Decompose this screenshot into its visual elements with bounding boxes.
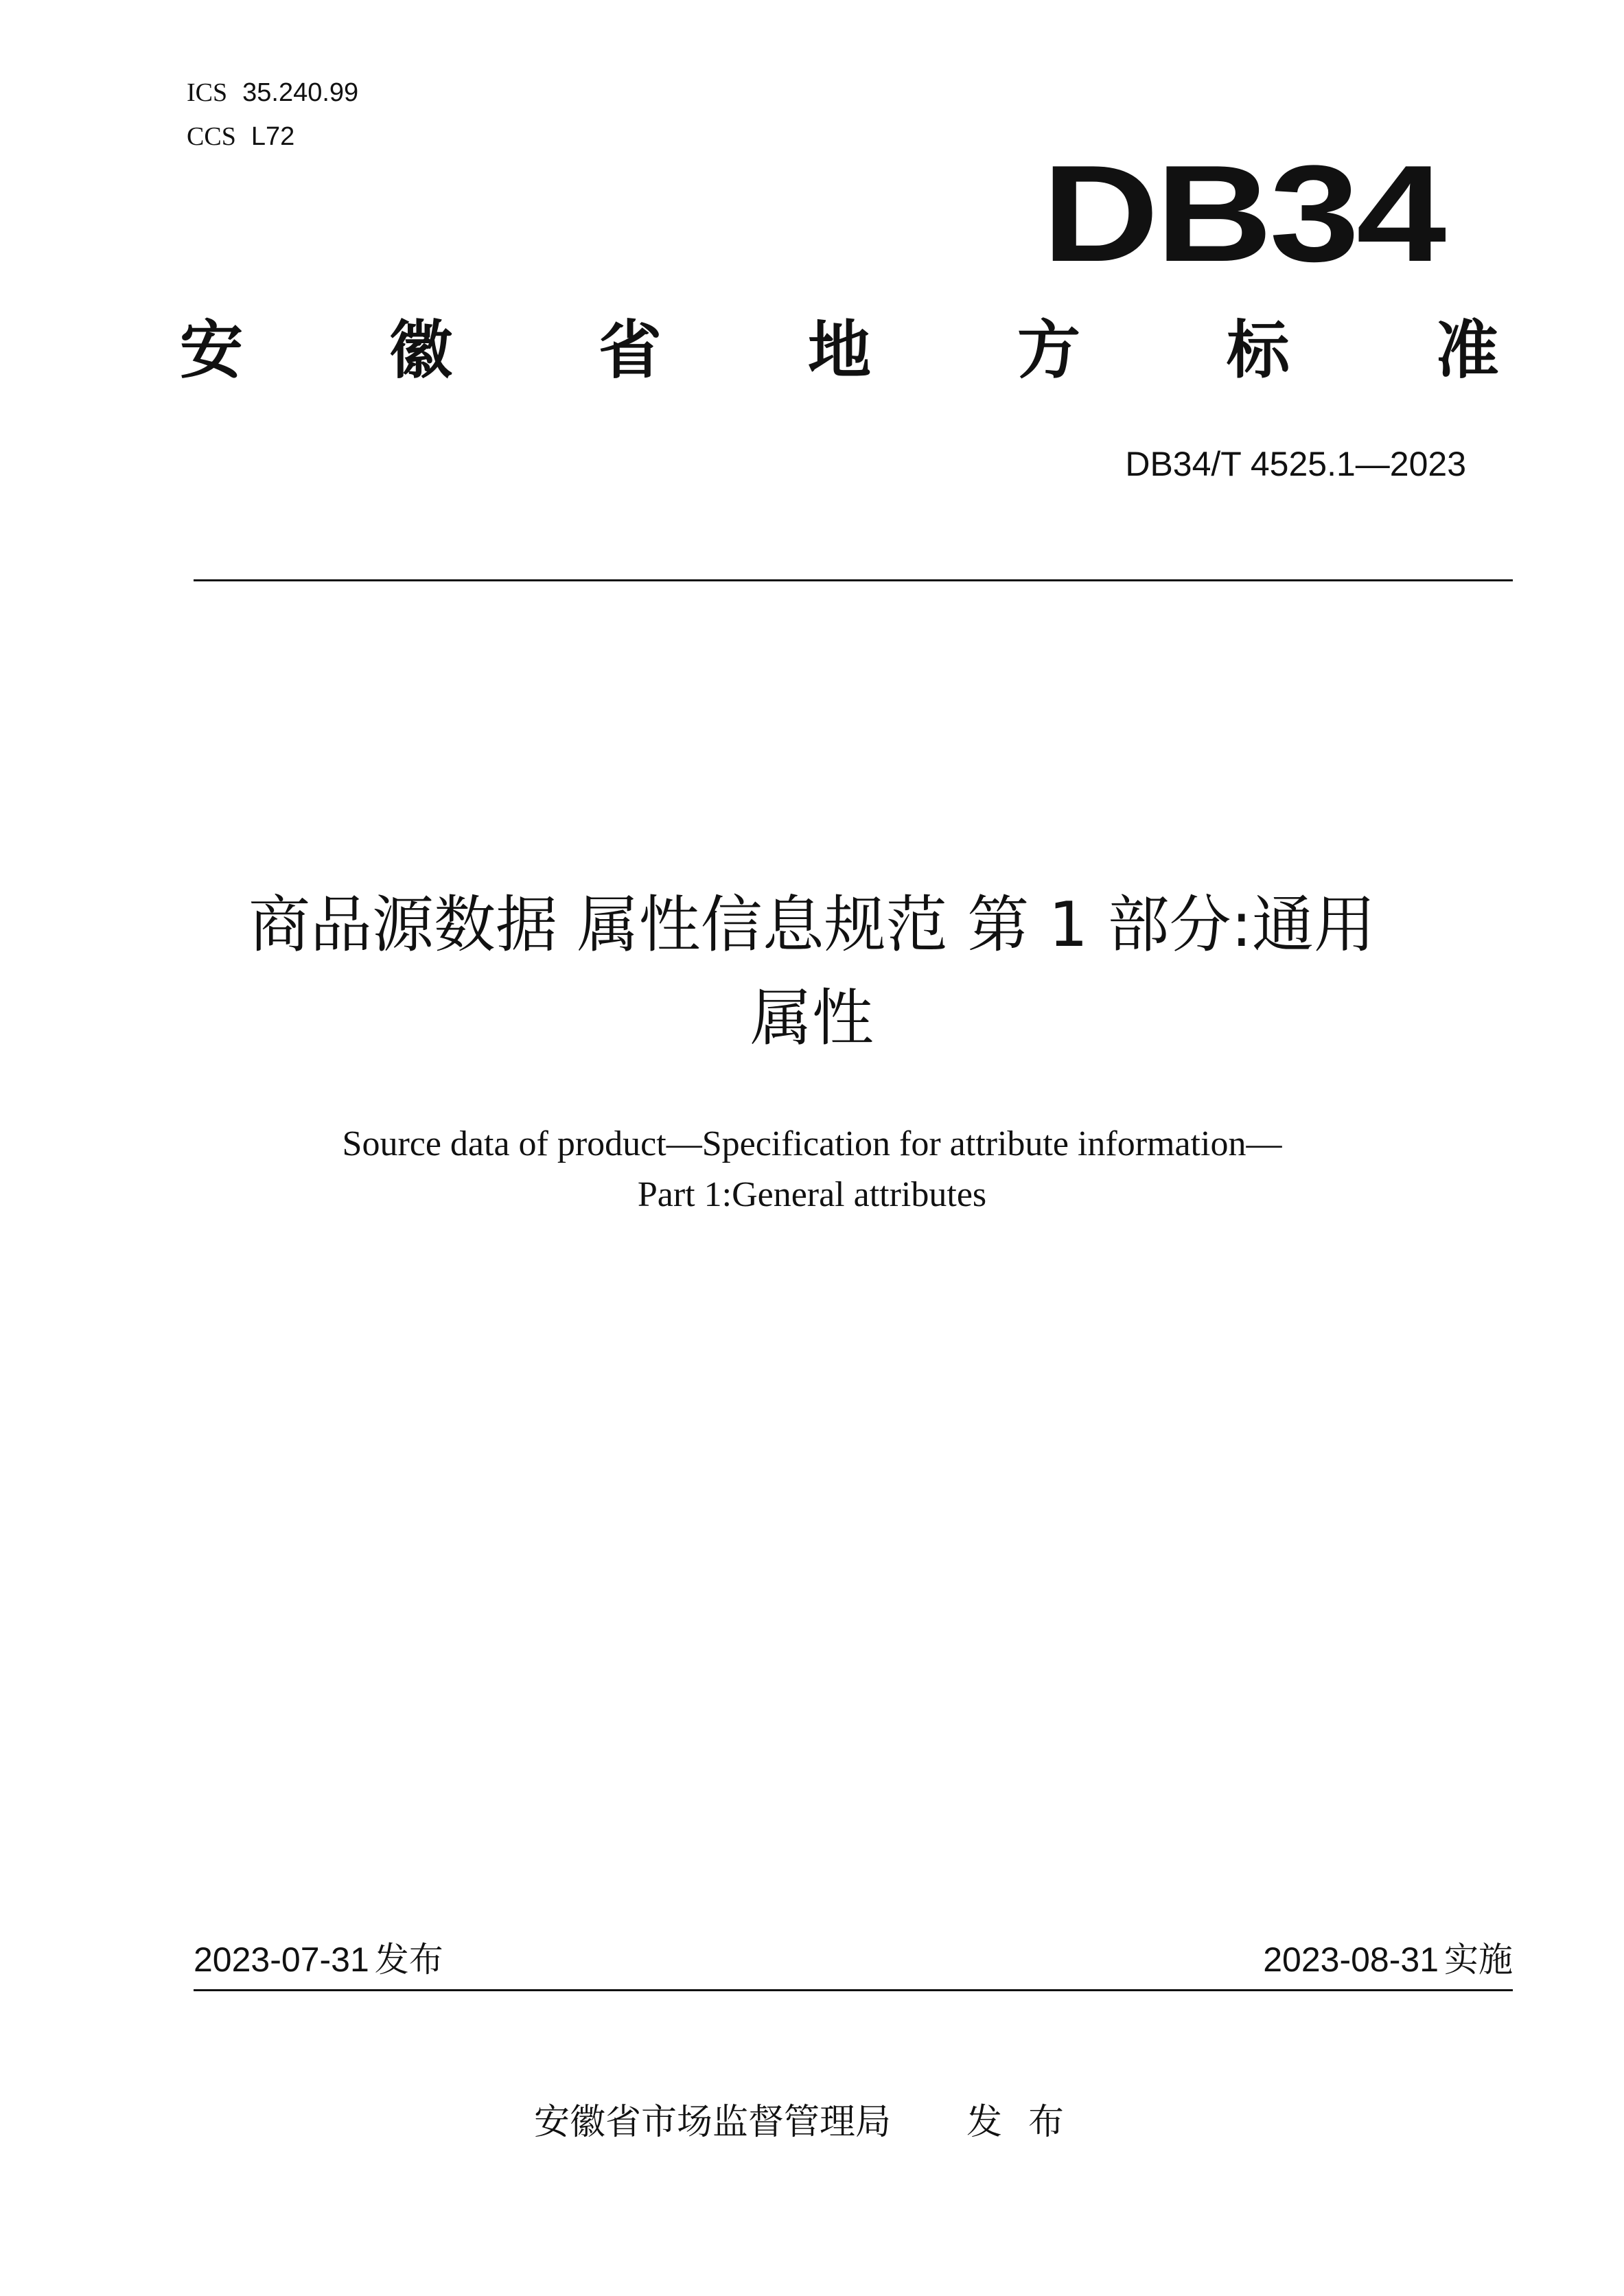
issuer-action: 发布 <box>966 2102 1091 2143</box>
ccs-classification <box>187 121 294 152</box>
footer-divider <box>194 1989 1513 1991</box>
ccs-code: L72 <box>251 122 295 151</box>
standard-category-char: 省 <box>598 314 662 387</box>
document-title-cn-line2: 属性 <box>750 982 874 1054</box>
standard-category-char: 地 <box>807 314 871 387</box>
standard-category-char: 徽 <box>388 314 452 387</box>
header-divider <box>194 579 1513 581</box>
ics-code: 35.240.99 <box>242 78 359 107</box>
effective-date-line <box>1263 1939 1513 1980</box>
ccs-label: CCS <box>187 122 236 151</box>
standard-category-char: 安 <box>180 314 244 387</box>
ics-label: ICS <box>187 78 228 107</box>
issue-date-line <box>194 1939 443 1980</box>
document-title-en-line2: Part 1:General attributes <box>637 1175 987 1214</box>
document-title-en-line1: Source data of product—Specification for attribute information— <box>342 1124 1282 1163</box>
issue-date: 2023-07-31 <box>194 1940 369 1979</box>
issue-label: 发布 <box>374 1940 443 1980</box>
document-title-en <box>137 1119 1487 1220</box>
standard-category-char: 标 <box>1226 314 1290 387</box>
standard-number: DB34/T 4525.1—2023 <box>1125 445 1466 483</box>
issuer-line <box>0 2100 1624 2144</box>
effective-label: 实施 <box>1444 1940 1513 1980</box>
standard-category-char: 方 <box>1017 314 1080 387</box>
standard-category-char: 准 <box>1435 314 1499 387</box>
standard-category-heading <box>180 313 1499 389</box>
effective-date: 2023-08-31 <box>1263 1940 1439 1979</box>
db34-logo: DB34 <box>1042 137 1443 290</box>
document-title-cn <box>137 879 1487 1065</box>
document-title-cn-line1: 商品源数据 属性信息规范 第 1 部分:通用 <box>248 889 1376 961</box>
issuer-name: 安徽省市场监督管理局 <box>533 2102 891 2143</box>
ics-classification <box>187 77 358 108</box>
